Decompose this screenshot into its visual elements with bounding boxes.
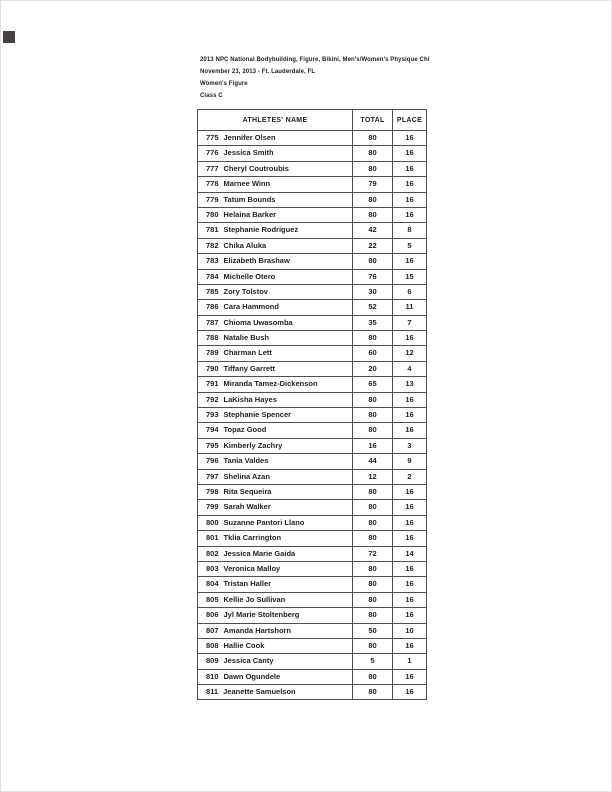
athlete-name-cell	[198, 315, 353, 330]
table-row	[198, 269, 427, 284]
event-date-location: November 23, 2013 - Ft. Lauderdale, FL	[200, 69, 316, 75]
athlete-name: Tklia Carrington	[223, 533, 282, 543]
athlete-number: 807	[206, 625, 219, 635]
athlete-name-cell	[198, 608, 353, 623]
total-cell: 80	[353, 608, 393, 623]
athlete-name: Jennifer Olsen	[223, 133, 276, 142]
athlete-name-cell	[198, 131, 353, 146]
place-cell: 16	[393, 592, 427, 607]
athlete-name: Jessica Smith	[223, 148, 274, 158]
athlete-number: 789	[206, 348, 219, 358]
table-row	[198, 577, 427, 592]
athlete-number: 810	[206, 671, 219, 681]
table-header-row	[198, 110, 427, 131]
total-cell: 76	[353, 269, 393, 284]
athlete-name-cell	[198, 561, 353, 576]
athlete-name: Tatum Bounds	[223, 194, 276, 204]
table-row	[198, 392, 427, 407]
class-label: Class C	[200, 93, 223, 99]
athlete-name: Tiffany Garrett	[223, 363, 276, 373]
athlete-name: Jyl Marie Stoltenberg	[223, 610, 300, 620]
athlete-number: 785	[206, 286, 219, 296]
athlete-number: 808	[206, 640, 219, 650]
athlete-name-cell	[198, 638, 353, 653]
athlete-number: 783	[206, 256, 219, 266]
athlete-name-cell	[198, 377, 353, 392]
athlete-number: 777	[206, 163, 219, 173]
total-cell: 80	[353, 515, 393, 530]
total-cell: 80	[353, 592, 393, 607]
total-cell: 35	[353, 315, 393, 330]
athlete-name: Cheryl Coutroubis	[223, 163, 289, 173]
place-cell: 12	[393, 346, 427, 361]
athlete-number: 803	[206, 563, 219, 573]
athlete-name: Charman Lett	[223, 348, 272, 358]
place-cell: 16	[393, 608, 427, 623]
table-row	[198, 685, 427, 700]
place-cell: 16	[393, 500, 427, 515]
athlete-name: Jessica Canty	[223, 656, 274, 666]
athlete-name-cell	[198, 669, 353, 684]
total-cell: 80	[353, 531, 393, 546]
table-row	[198, 146, 427, 161]
place-cell: 9	[393, 454, 427, 469]
athlete-name: LaKisha Hayes	[223, 394, 277, 404]
place-cell: 6	[393, 284, 427, 299]
athlete-name: Topaz Good	[223, 425, 267, 435]
athlete-number: 795	[206, 440, 219, 450]
athlete-name-cell	[198, 423, 353, 438]
total-cell: 80	[353, 561, 393, 576]
table-row	[198, 638, 427, 653]
table-row	[198, 454, 427, 469]
table-row	[198, 300, 427, 315]
athlete-number: 809	[206, 656, 219, 666]
athlete-number: 805	[206, 594, 219, 604]
place-cell: 16	[393, 423, 427, 438]
athlete-name: Marnee Winn	[223, 179, 271, 189]
athlete-number: 806	[206, 610, 219, 620]
athlete-number: 781	[206, 225, 219, 235]
athlete-name-cell	[198, 238, 353, 253]
total-cell: 30	[353, 284, 393, 299]
table-row	[198, 192, 427, 207]
athlete-name: Tristan Haller	[223, 579, 272, 589]
athlete-name: Sarah Walker	[223, 502, 271, 512]
place-cell: 16	[393, 207, 427, 222]
athlete-name-cell	[198, 254, 353, 269]
athlete-name-cell	[198, 284, 353, 299]
place-cell: 2	[393, 469, 427, 484]
place-cell: 3	[393, 438, 427, 453]
athlete-name: Chika Aluka	[223, 240, 267, 250]
total-cell: 80	[353, 254, 393, 269]
table-row	[198, 161, 427, 176]
place-cell: 8	[393, 223, 427, 238]
athlete-number: 782	[206, 240, 219, 250]
total-cell: 80	[353, 146, 393, 161]
athlete-number: 794	[206, 425, 219, 435]
total-cell: 20	[353, 361, 393, 376]
place-cell: 16	[393, 577, 427, 592]
table-row	[198, 131, 427, 146]
table-row	[198, 608, 427, 623]
athlete-name: Jeanette Samuelson	[223, 687, 296, 697]
place-cell: 13	[393, 377, 427, 392]
athlete-name: Kimberly Zachry	[223, 440, 283, 450]
athlete-name-cell	[198, 207, 353, 222]
division-label: Women's Figure	[200, 81, 248, 87]
athlete-name: Michelle Otero	[223, 271, 276, 281]
place-cell: 16	[393, 531, 427, 546]
table-row	[198, 654, 427, 669]
athlete-name-cell	[198, 223, 353, 238]
place-cell: 4	[393, 361, 427, 376]
athlete-number: 790	[206, 363, 219, 373]
athlete-name: Natalie Bush	[223, 333, 269, 343]
table-row	[198, 546, 427, 561]
event-title: 2013 NPC National Bodybuilding, Figure, Bikini, Men's/Women's Physique Chi	[200, 57, 430, 63]
place-cell: 16	[393, 392, 427, 407]
athlete-number: 776	[206, 148, 219, 158]
place-cell: 16	[393, 254, 427, 269]
total-cell: 80	[353, 331, 393, 346]
table-row	[198, 423, 427, 438]
total-cell: 16	[353, 438, 393, 453]
athlete-name: Stephanie Spencer	[223, 410, 292, 420]
athlete-name: Cara Hammond	[223, 302, 279, 312]
table-row	[198, 238, 427, 253]
place-cell: 16	[393, 685, 427, 700]
table-row	[198, 592, 427, 607]
athlete-name: Suzanne Pantori Llano	[223, 517, 305, 527]
column-header-athletes-name: ATHLETES' NAME	[198, 110, 353, 131]
place-cell: 16	[393, 515, 427, 530]
athlete-number: 780	[206, 209, 219, 219]
athlete-name-cell	[198, 577, 353, 592]
total-cell: 80	[353, 207, 393, 222]
table-row	[198, 561, 427, 576]
total-cell: 5	[353, 654, 393, 669]
athlete-name: Dawn Ogundele	[223, 671, 281, 681]
athlete-number: 791	[206, 379, 219, 389]
athlete-number: 798	[206, 486, 219, 496]
place-cell: 16	[393, 408, 427, 423]
athlete-name: Helaina Barker	[223, 209, 277, 219]
total-cell: 80	[353, 577, 393, 592]
place-cell: 16	[393, 146, 427, 161]
athlete-name: Tania Valdes	[223, 456, 269, 466]
athlete-name-cell	[198, 408, 353, 423]
total-cell: 80	[353, 392, 393, 407]
total-cell: 22	[353, 238, 393, 253]
athlete-name-cell	[198, 146, 353, 161]
athlete-name-cell	[198, 269, 353, 284]
athlete-name-cell	[198, 469, 353, 484]
athlete-name: Elizabeth Brashaw	[223, 256, 290, 266]
total-cell: 12	[353, 469, 393, 484]
place-cell: 16	[393, 192, 427, 207]
place-cell: 15	[393, 269, 427, 284]
total-cell: 80	[353, 131, 393, 146]
table-row	[198, 223, 427, 238]
athlete-name-cell	[198, 177, 353, 192]
athlete-number: 799	[206, 502, 219, 512]
athlete-number: 800	[206, 517, 219, 527]
athlete-name: Chioma Uwasomba	[223, 317, 293, 327]
total-cell: 80	[353, 192, 393, 207]
table-row	[198, 669, 427, 684]
athlete-name: Miranda Tamez-Dickenson	[223, 379, 318, 389]
athlete-number: 793	[206, 410, 219, 420]
athlete-number: 801	[206, 533, 219, 543]
athlete-name-cell	[198, 592, 353, 607]
athlete-name: Amanda Hartshorn	[223, 625, 292, 635]
athlete-name-cell	[198, 361, 353, 376]
athlete-name-cell	[198, 331, 353, 346]
total-cell: 50	[353, 623, 393, 638]
athlete-number: 787	[206, 317, 219, 327]
total-cell: 65	[353, 377, 393, 392]
place-cell: 16	[393, 331, 427, 346]
athlete-name: Jessica Marie Gaida	[223, 548, 296, 558]
total-cell: 80	[353, 408, 393, 423]
athlete-number: 779	[206, 194, 219, 204]
place-cell: 16	[393, 161, 427, 176]
athlete-name-cell	[198, 192, 353, 207]
place-cell: 11	[393, 300, 427, 315]
total-cell: 80	[353, 484, 393, 499]
athlete-number: 811	[206, 687, 219, 697]
place-cell: 16	[393, 131, 427, 146]
table-row	[198, 207, 427, 222]
athlete-name: Hallie Cook	[223, 640, 265, 650]
table-row	[198, 484, 427, 499]
athlete-number: 786	[206, 302, 219, 312]
athlete-number: 797	[206, 471, 219, 481]
athlete-name-cell	[198, 654, 353, 669]
athlete-name-cell	[198, 161, 353, 176]
athlete-number: 796	[206, 456, 219, 466]
table-row	[198, 623, 427, 638]
athlete-name-cell	[198, 500, 353, 515]
athlete-name: Stephanie Rodriguez	[223, 225, 299, 235]
athlete-number: 804	[206, 579, 219, 589]
document-header	[200, 54, 430, 102]
athlete-name-cell	[198, 515, 353, 530]
place-cell: 10	[393, 623, 427, 638]
athlete-name-cell	[198, 531, 353, 546]
total-cell: 72	[353, 546, 393, 561]
table-row	[198, 408, 427, 423]
athlete-name-cell	[198, 484, 353, 499]
table-row	[198, 315, 427, 330]
athlete-number: 775	[206, 133, 219, 142]
athlete-name-cell	[198, 454, 353, 469]
athlete-number: 802	[206, 548, 219, 558]
place-cell: 16	[393, 638, 427, 653]
place-cell: 5	[393, 238, 427, 253]
total-cell: 79	[353, 177, 393, 192]
place-cell: 16	[393, 177, 427, 192]
athlete-name-cell	[198, 392, 353, 407]
athlete-number: 792	[206, 394, 219, 404]
total-cell: 60	[353, 346, 393, 361]
total-cell: 80	[353, 500, 393, 515]
athlete-name-cell	[198, 346, 353, 361]
table-row	[198, 346, 427, 361]
total-cell: 42	[353, 223, 393, 238]
results-table	[197, 109, 427, 700]
place-cell: 14	[393, 546, 427, 561]
table-row	[198, 438, 427, 453]
athlete-name: Rita Sequeira	[223, 486, 272, 496]
athlete-number: 784	[206, 271, 219, 281]
table-row	[198, 331, 427, 346]
table-row	[198, 254, 427, 269]
place-cell: 16	[393, 669, 427, 684]
total-cell: 80	[353, 161, 393, 176]
athlete-name: Zory Tolstov	[223, 286, 268, 296]
table-row	[198, 361, 427, 376]
table-row	[198, 500, 427, 515]
athlete-name-cell	[198, 438, 353, 453]
column-header-place: PLACE	[393, 110, 427, 131]
total-cell: 52	[353, 300, 393, 315]
place-cell: 16	[393, 484, 427, 499]
athlete-name-cell	[198, 300, 353, 315]
table-row	[198, 531, 427, 546]
athlete-number: 778	[206, 179, 219, 189]
athlete-number: 788	[206, 333, 219, 343]
total-cell: 44	[353, 454, 393, 469]
total-cell: 80	[353, 669, 393, 684]
athlete-name-cell	[198, 623, 353, 638]
scan-artifact	[3, 31, 15, 43]
total-cell: 80	[353, 638, 393, 653]
place-cell: 16	[393, 561, 427, 576]
place-cell: 7	[393, 315, 427, 330]
athlete-name-cell	[198, 685, 353, 700]
athlete-name-cell	[198, 546, 353, 561]
column-header-total: TOTAL	[353, 110, 393, 131]
athlete-name: Kellie Jo Sullivan	[223, 594, 286, 604]
total-cell: 80	[353, 423, 393, 438]
athlete-name: Shelina Azan	[223, 471, 270, 481]
table-row	[198, 284, 427, 299]
table-row	[198, 377, 427, 392]
place-cell: 1	[393, 654, 427, 669]
table-row	[198, 469, 427, 484]
table-row	[198, 177, 427, 192]
total-cell: 80	[353, 685, 393, 700]
athlete-name: Veronica Malloy	[223, 563, 281, 573]
table-row	[198, 515, 427, 530]
